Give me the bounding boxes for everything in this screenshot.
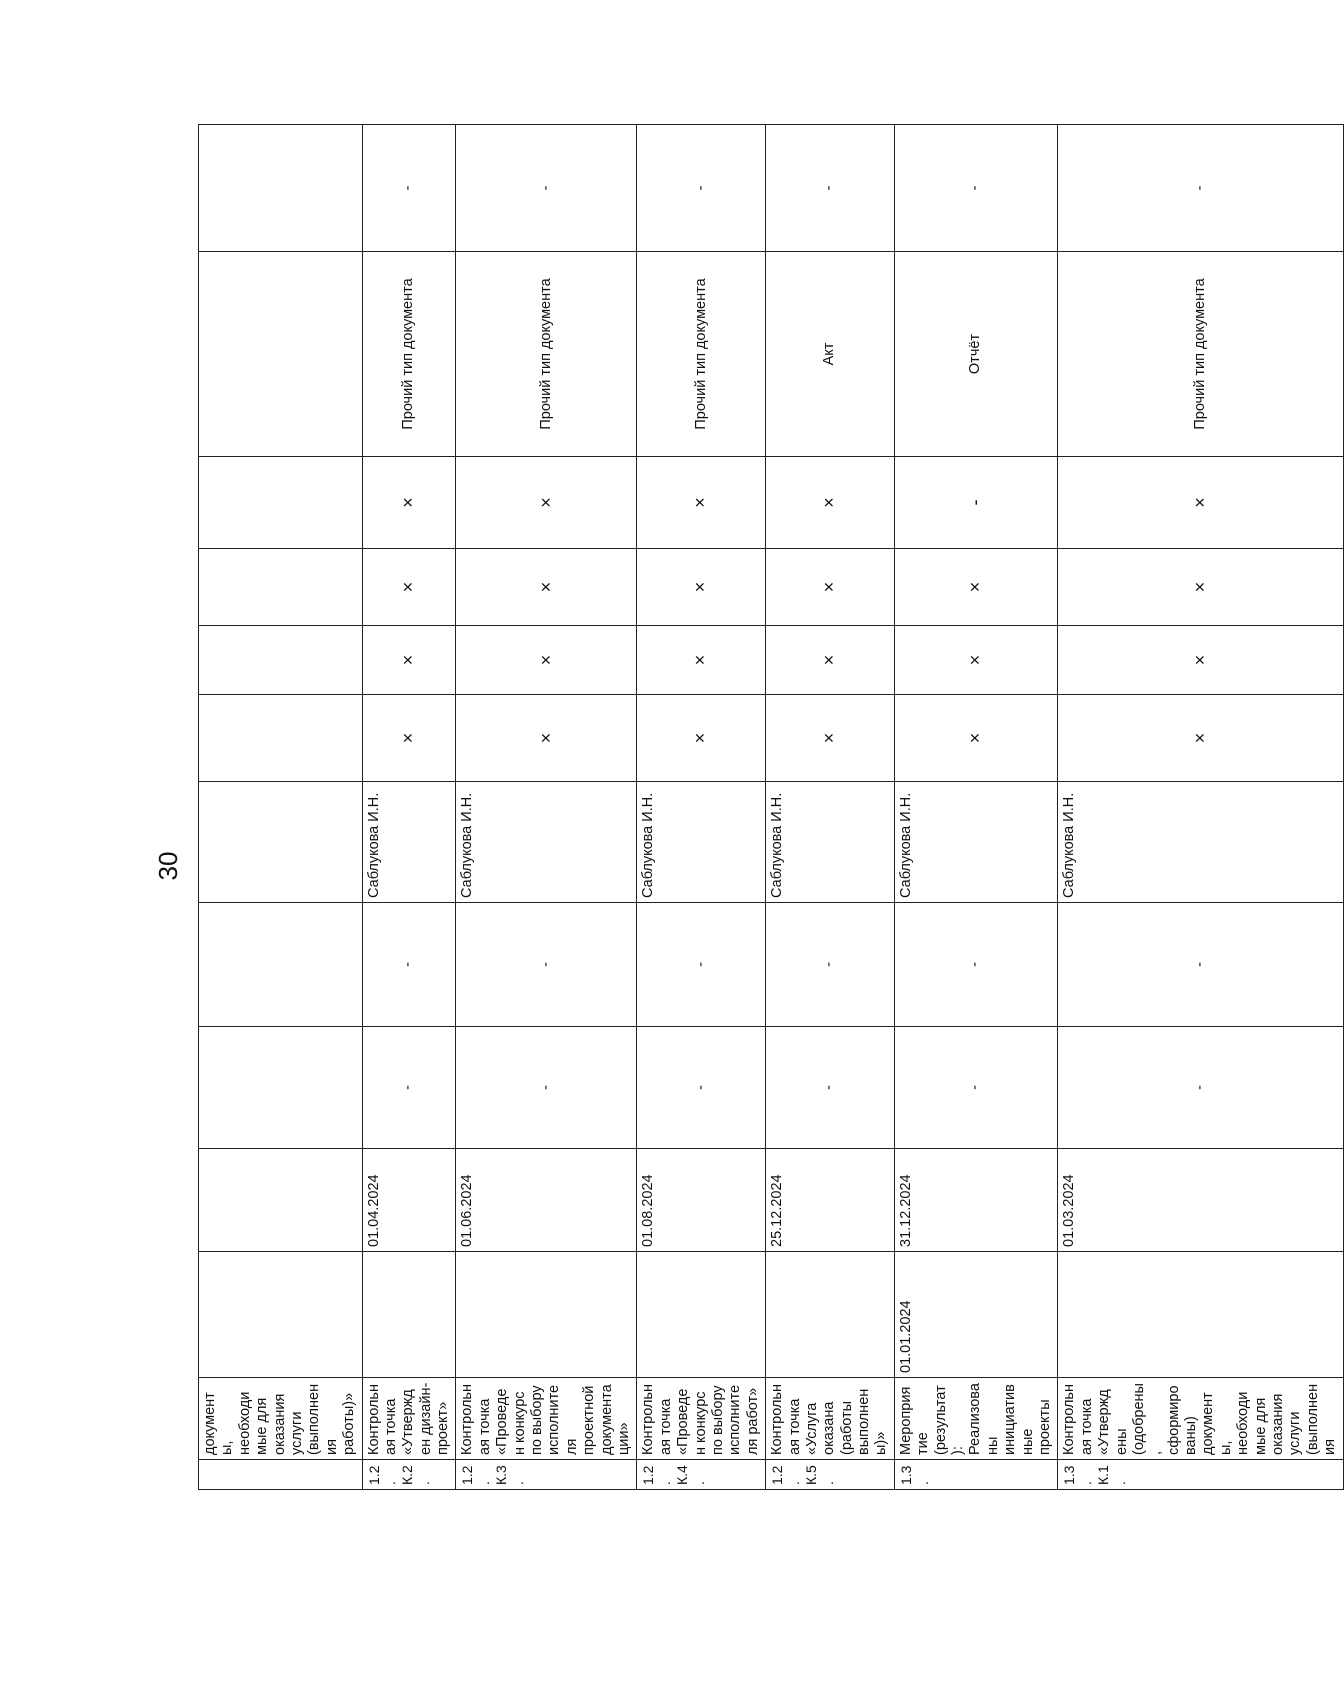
mark-4: [199, 457, 363, 549]
mark-2: ×: [894, 626, 1058, 695]
mark-3: ×: [766, 549, 895, 626]
column-4-value: -: [456, 1027, 637, 1149]
extra-value: -: [637, 125, 766, 252]
column-5-value: -: [894, 903, 1058, 1027]
end-date: 01.04.2024: [362, 1149, 456, 1252]
column-4-value: -: [766, 1027, 895, 1149]
column-4-value: -: [637, 1027, 766, 1149]
mark-2: ×: [637, 626, 766, 695]
mark-2: ×: [766, 626, 895, 695]
end-date: [199, 1149, 363, 1252]
mark-1: ×: [456, 695, 637, 782]
responsible-person: Саблукова И.Н.: [637, 782, 766, 903]
row-name: Контрольная точка «Проведен конкурс по выбору исполнителя проектной документации»: [456, 1378, 637, 1460]
end-date: 01.06.2024: [456, 1149, 637, 1252]
column-5-value: -: [362, 903, 456, 1027]
row-name: Мероприятие (результат): Реализованы инициативные проекты: [894, 1378, 1058, 1460]
mark-4: ×: [362, 457, 456, 549]
responsible-person: Саблукова И.Н.: [766, 782, 895, 903]
column-4-value: -: [1058, 1027, 1343, 1149]
mark-3: ×: [1058, 549, 1343, 626]
mark-1: ×: [894, 695, 1058, 782]
document-type: Прочий тип документа: [1058, 252, 1343, 457]
mark-3: [199, 549, 363, 626]
row-name: Контрольная точка «Услуга оказана (работы выполнены)»: [766, 1378, 895, 1460]
document-type: Прочий тип документа: [637, 252, 766, 457]
mark-3: ×: [456, 549, 637, 626]
start-date: 01.01.2024: [894, 1252, 1058, 1378]
table-row: [894, 125, 1058, 1490]
document-type: Прочий тип документа: [362, 252, 456, 457]
row-name: документы, необходимые для оказания услуги (выполнения работы)»: [199, 1378, 363, 1460]
row-number: 1.2. К.2.: [362, 1460, 456, 1490]
end-date: 01.08.2024: [637, 1149, 766, 1252]
mark-2: ×: [362, 626, 456, 695]
document-type: Акт: [766, 252, 895, 457]
column-5-value: [199, 903, 363, 1027]
mark-1: ×: [362, 695, 456, 782]
mark-1: [199, 695, 363, 782]
column-4-value: -: [894, 1027, 1058, 1149]
end-date: 31.12.2024: [894, 1149, 1058, 1252]
document-type: [199, 252, 363, 457]
table-row: [199, 125, 363, 1490]
start-date: [766, 1252, 895, 1378]
end-date: 01.03.2024: [1058, 1149, 1343, 1252]
mark-4: -: [894, 457, 1058, 549]
page-number: 30: [153, 851, 183, 881]
document-type: Прочий тип документа: [456, 252, 637, 457]
column-4-value: [199, 1027, 363, 1149]
start-date: [199, 1252, 363, 1378]
row-name: Контрольная точка «Проведен конкурс по выбору исполнителя работ»: [637, 1378, 766, 1460]
extra-value: -: [362, 125, 456, 252]
mark-3: ×: [362, 549, 456, 626]
mark-1: ×: [766, 695, 895, 782]
column-5-value: -: [456, 903, 637, 1027]
row-number: 1.2. К.5.: [766, 1460, 895, 1490]
column-4-value: -: [362, 1027, 456, 1149]
column-5-value: -: [637, 903, 766, 1027]
start-date: [362, 1252, 456, 1378]
end-date: 25.12.2024: [766, 1149, 895, 1252]
extra-value: -: [1058, 125, 1343, 252]
table-row: [362, 125, 456, 1490]
mark-4: ×: [637, 457, 766, 549]
start-date: [1058, 1252, 1343, 1378]
column-5-value: -: [1058, 903, 1343, 1027]
row-number: 1.3.: [894, 1460, 1058, 1490]
extra-value: -: [456, 125, 637, 252]
responsible-person: Саблукова И.Н.: [1058, 782, 1343, 903]
responsible-person: [199, 782, 363, 903]
mark-4: ×: [456, 457, 637, 549]
mark-3: ×: [637, 549, 766, 626]
row-number: 1.2. К.3.: [456, 1460, 637, 1490]
rotated-table-wrapper: [198, 125, 1339, 1490]
table-row: [766, 125, 895, 1490]
start-date: [637, 1252, 766, 1378]
mark-1: ×: [1058, 695, 1343, 782]
table-row: [1058, 125, 1343, 1490]
plan-table: [198, 124, 1344, 1490]
responsible-person: Саблукова И.Н.: [894, 782, 1058, 903]
row-name: Контрольная точка «Утвержден дизайн-проект»: [362, 1378, 456, 1460]
table-row: [637, 125, 766, 1490]
table-row: [456, 125, 637, 1490]
mark-4: ×: [1058, 457, 1343, 549]
row-number: [199, 1460, 363, 1490]
mark-1: ×: [637, 695, 766, 782]
row-number: 1.3. К.1.: [1058, 1460, 1343, 1490]
column-5-value: -: [766, 903, 895, 1027]
row-name: Контрольная точка «Утверждены (одобрены, сформированы) документы, необходимые для оказания услуги (выполнения: [1058, 1378, 1343, 1460]
mark-2: ×: [1058, 626, 1343, 695]
document-type: Отчёт: [894, 252, 1058, 457]
responsible-person: Саблукова И.Н.: [362, 782, 456, 903]
start-date: [456, 1252, 637, 1378]
row-number: 1.2. К.4.: [637, 1460, 766, 1490]
mark-2: [199, 626, 363, 695]
extra-value: -: [894, 125, 1058, 252]
mark-4: ×: [766, 457, 895, 549]
mark-2: ×: [456, 626, 637, 695]
extra-value: -: [766, 125, 895, 252]
mark-3: ×: [894, 549, 1058, 626]
responsible-person: Саблукова И.Н.: [456, 782, 637, 903]
extra-value: [199, 125, 363, 252]
